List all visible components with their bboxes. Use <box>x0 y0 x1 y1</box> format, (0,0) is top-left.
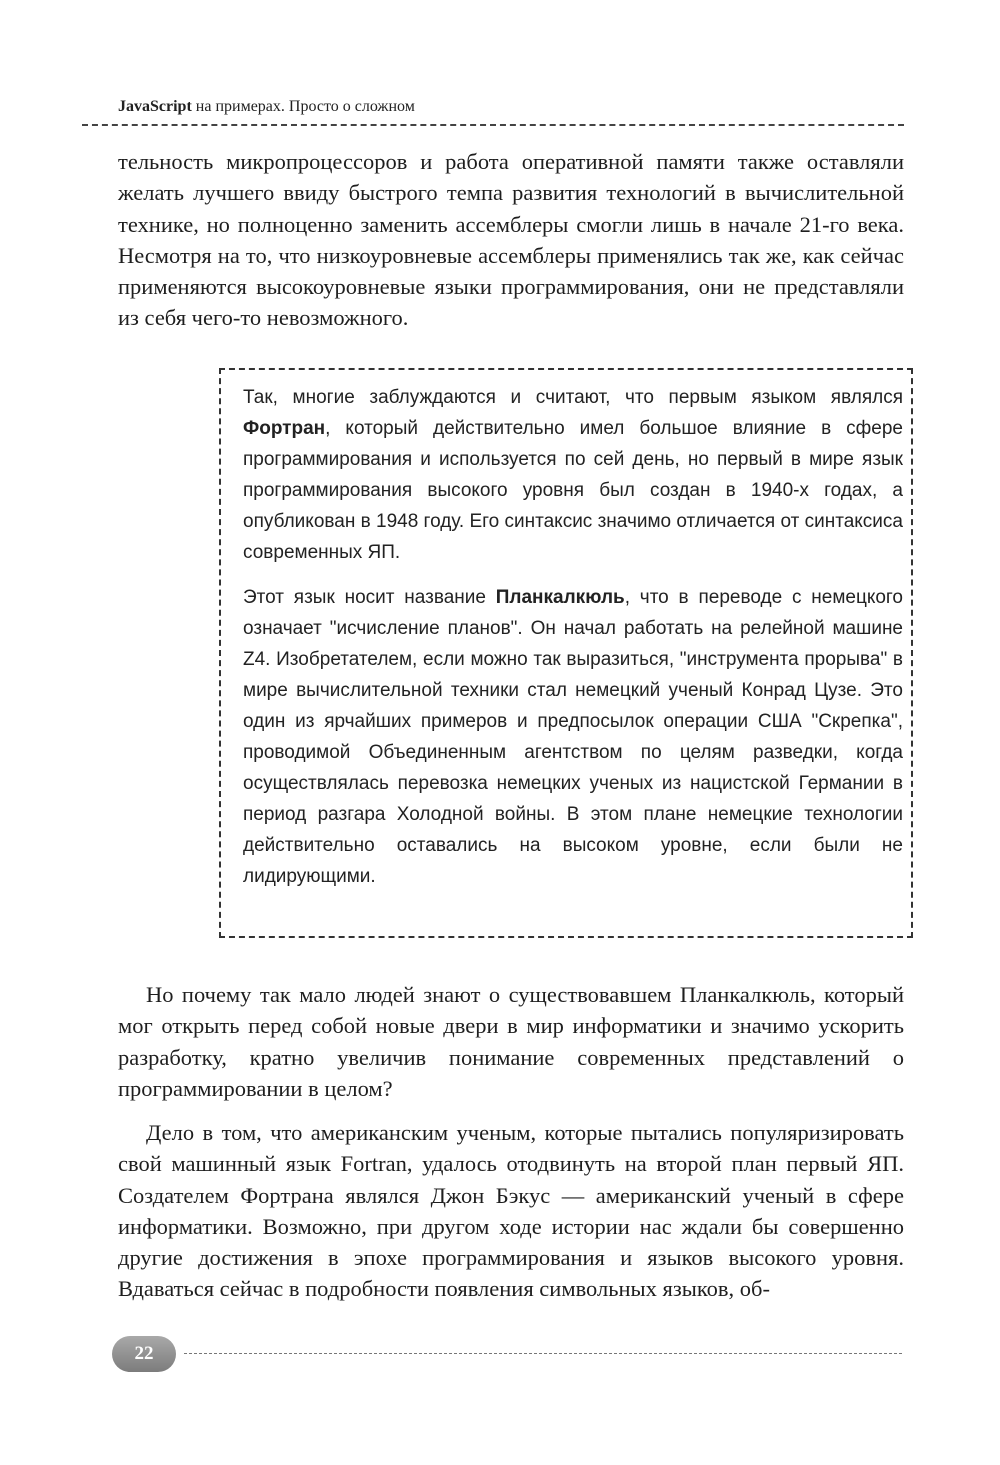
footer-divider <box>184 1353 902 1354</box>
sidebar-p2-text-start: Этот язык носит название <box>243 587 496 608</box>
sidebar-paragraph-fortran <box>243 382 903 568</box>
running-head-book-title: JavaScript <box>118 98 192 115</box>
sidebar-p2-text-end: , что в переводе с немецкого означает "исчисление планов". Он начал работать на релейной машине Z4. Изобретателем, если можно так выразиться, "инструмента прорыва" в мире вычислительной техники стал немецкий ученый Конрад Цузе. Это один из ярчайших примеров и предпосылок операции США "Скрепка", проводимой Объединенным агентством по целям разведки, когда осуществлялась перевозка немецких ученых из нацистской Германии в период разгара Холодной войны. В этом плане немецкие технологии действительно оставались на высоком уровне, если были не лидирующими. <box>243 587 903 887</box>
paragraph-question: Но почему так мало людей знают о существовавшем Планкалкюль, который мог открыть перед собой новые двери в мир информатики и значимо ускорить разработку, кратно увеличив понимание современных представлений о программировании в целом? <box>118 982 904 1101</box>
running-head-subtitle: на примерах. Просто о сложном <box>191 98 415 115</box>
sidebar-p1-text-end: , который действительно имел большое влияние в сфере программирования и используется по сей день, но первый в мире язык программирования высокого уровня был создан в 1940-х годах, а опубликован в 1948 году. Его синтаксис значимо отличается от синтаксиса современных ЯП. <box>243 418 903 563</box>
page-number-badge: 22 <box>112 1336 176 1372</box>
sidebar-p1-text-start: Так, многие заблуждаются и считают, что первым языком являлся <box>243 387 903 408</box>
sidebar-p2-bold-term: Планкалкюль <box>495 587 625 608</box>
running-head <box>118 97 898 117</box>
header-divider <box>82 124 904 126</box>
page-footer <box>112 1336 904 1372</box>
paragraph-continuation: тельность микропроцессоров и работа оперативной памяти также оставляли желать лучшего ввиду быстрого темпа развития технологий в вычислительной технике, но полноценно заменить ассемблеры смогли лишь в начале 21-го века. Несмотря на то, что низкоуровневые ассемблеры применялись так же, как сейчас применяются высокоуровневые языки программирования, они не представляли из себя чего-то невозможного. <box>118 149 904 331</box>
sidebar-box <box>219 368 913 938</box>
paragraph-reason: Дело в том, что американским ученым, которые пытались популяризировать свой машинный язык Fortran, удалось отодвинуть на второй план первый ЯП. Создателем Фортрана являлся Джон Бэкус — американский ученый в сфере информатики. Возможно, при другом ходе истории нас ждали бы совершенно другие достижения в эпохе программирования и языков высокого уровня. Вдаваться сейчас в подробности появления символьных языков, об- <box>118 1120 904 1302</box>
sidebar-paragraph-plankalkul <box>243 582 903 892</box>
sidebar-p1-bold-term: Фортран <box>243 418 326 439</box>
